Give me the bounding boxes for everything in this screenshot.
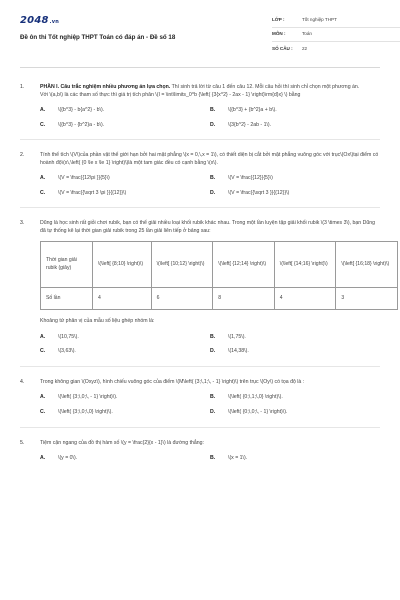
exam-meta-box xyxy=(272,14,400,56)
table-row xyxy=(41,288,398,310)
question-2 xyxy=(20,152,380,197)
option-c[interactable] xyxy=(40,348,210,356)
frequency-table xyxy=(40,241,398,310)
question-subtext: Khoảng tứ phân vị của mẫu số liệu ghép nhóm là: xyxy=(40,318,155,325)
meta-key: LỚP : xyxy=(272,17,285,23)
table-cell: 4 xyxy=(93,288,152,310)
table-cell: \(\left[ {8;10} \right)\) xyxy=(93,242,152,288)
answer-options xyxy=(40,334,380,356)
option-letter: D. xyxy=(210,121,216,128)
exam-title: Đề ôn thi Tốt nghiệp THPT Toán có đáp án - Đề số 18 xyxy=(20,34,176,41)
question-number: 3. xyxy=(20,220,25,227)
table-cell: 6 xyxy=(151,288,213,310)
option-text: \(V = \frac{{12}}{5}\) xyxy=(228,175,273,182)
option-text: \(1,75\). xyxy=(228,333,246,340)
question-number: 2. xyxy=(20,152,25,159)
table-cell: \(\left[ {10;12} \right)\) xyxy=(151,242,213,288)
option-d[interactable] xyxy=(210,409,380,417)
answer-options xyxy=(40,455,380,463)
question-divider xyxy=(20,366,380,367)
question-divider xyxy=(20,139,380,140)
option-a[interactable] xyxy=(40,455,210,463)
option-d[interactable] xyxy=(210,348,380,356)
answer-options xyxy=(40,175,380,197)
option-b[interactable] xyxy=(210,175,380,183)
option-text: \(\left( {3;\,0;\,0} \right)\). xyxy=(58,408,113,415)
option-letter: A. xyxy=(40,455,46,462)
option-b[interactable] xyxy=(210,455,380,463)
question-1 xyxy=(20,84,380,129)
meta-row-class xyxy=(272,14,400,28)
table-cell: \(\left[ {16;18} \right)\) xyxy=(336,242,398,288)
answer-options xyxy=(40,394,380,416)
table-cell: 8 xyxy=(213,288,275,310)
option-letter: B. xyxy=(210,394,216,401)
question-number: 1. xyxy=(20,84,25,90)
table-cell: Thời gian giải rubik (giây) xyxy=(41,242,93,288)
table-cell: 4 xyxy=(274,288,336,310)
option-text: \(V = \frac{{\sqrt 3 }}{{12}}\) xyxy=(228,189,290,196)
question-text: Tính thể tích \(V\)của phần vật thể giới hạn bởi hai mặt phẳng \(x = 0,\,x = 1\), có thiết diện bị cắt bởi mặt phẳng vuông góc với trục\(Ox\)tại điểm có hoành độ\(x\,\left( {0 \le x \le 1} \right)\)là một tam giác đều có cạnh bằng \(x\). xyxy=(40,152,379,166)
option-text: \(3{b^2} - 2ab - 1\). xyxy=(228,121,272,128)
option-a[interactable] xyxy=(40,175,210,183)
table-cell: Số lần xyxy=(41,288,93,310)
option-d[interactable] xyxy=(210,190,380,198)
meta-row-subject xyxy=(272,28,400,42)
meta-key: SỐ CÂU : xyxy=(272,45,293,51)
option-text: \(\left( {0;\,1;\,0} \right)\). xyxy=(228,394,283,401)
page-header xyxy=(20,14,380,68)
question-divider xyxy=(20,427,380,428)
option-text: \(\left( {0;\,0;\, - 1} \right)\). xyxy=(228,408,288,415)
option-a[interactable] xyxy=(40,394,210,402)
option-letter: B. xyxy=(210,455,216,462)
option-letter: A. xyxy=(40,333,46,340)
option-letter: A. xyxy=(40,107,46,114)
question-text: Dũng là học sinh rất giỏi chơi rubik, bạn có thể giải nhiều loại khối rubik khác nhau. Trong một lần luyện tập giải khối rubik \(3 \times 3\), bạn Dũng đã tự thống kê lại thời gian giải rubik trong 25 lần giải liên tiếp ở bảng sau: xyxy=(40,220,376,234)
option-letter: D. xyxy=(210,348,216,355)
question-number: 4. xyxy=(20,378,25,385)
meta-value: Toán xyxy=(302,31,312,37)
option-letter: B. xyxy=(210,175,216,182)
table-cell: 3 xyxy=(336,288,398,310)
option-letter: C. xyxy=(40,121,46,128)
option-text: \(y = 0\). xyxy=(58,455,78,462)
option-text: \(3,63\). xyxy=(58,348,76,355)
question-text xyxy=(40,84,380,92)
section-instructions: Thí sinh trả lời từ câu 1 đến câu 12. Mỗi câu hỏi thí sinh chỉ chọn một phương án. xyxy=(170,84,360,90)
answer-options xyxy=(40,107,380,129)
option-text: \({b^3} - {b^2}a - b\). xyxy=(58,121,105,128)
option-c[interactable] xyxy=(40,409,210,417)
option-b[interactable] xyxy=(210,107,380,115)
option-text: \(10,75\). xyxy=(58,333,79,340)
section-heading: PHẦN I. Câu trắc nghiệm nhiều phương án lựa chọn. xyxy=(40,84,171,90)
question-text: Tiệm cận ngang của đồ thị hàm số \(y = \frac{2}{x - 1}\) là đường thẳng: xyxy=(40,439,204,446)
question-5 xyxy=(20,440,380,463)
option-text: \(x = 1\). xyxy=(228,455,248,462)
meta-value: Tốt nghiệp THPT xyxy=(302,17,337,23)
question-number: 5. xyxy=(20,439,25,446)
option-c[interactable] xyxy=(40,122,210,130)
option-letter: B. xyxy=(210,107,216,114)
option-letter: A. xyxy=(40,175,46,182)
table-row xyxy=(41,242,398,288)
option-letter: C. xyxy=(40,408,46,415)
option-letter: D. xyxy=(210,189,216,196)
option-letter: B. xyxy=(210,333,216,340)
option-a[interactable] xyxy=(40,334,210,342)
option-text: \({b^3} + {b^2}a + b\). xyxy=(228,107,277,114)
logo-main: 2048 xyxy=(20,15,49,26)
option-text: \(V = \frac{{\sqrt 3 \pi }}{{12}}\) xyxy=(58,189,127,196)
table-cell: \(\left[ {12;14} \right)\) xyxy=(213,242,275,288)
question-divider xyxy=(20,207,380,208)
option-letter: D. xyxy=(210,408,216,415)
option-a[interactable] xyxy=(40,107,210,115)
option-b[interactable] xyxy=(210,394,380,402)
meta-value: 22 xyxy=(302,45,308,51)
option-text: \(14,38\). xyxy=(228,348,249,355)
option-text: \(\left( {3;\,0;\, - 1} \right)\). xyxy=(58,394,118,401)
option-c[interactable] xyxy=(40,190,210,198)
option-letter: C. xyxy=(40,348,46,355)
logo-suffix: .vn xyxy=(49,19,59,25)
question-3 xyxy=(20,220,390,356)
site-logo[interactable] xyxy=(20,14,59,29)
meta-row-question-count xyxy=(272,42,400,56)
option-letter: A. xyxy=(40,394,46,401)
meta-key: MÔN : xyxy=(272,31,286,37)
table-cell: \(\left[ {14;16} \right)\) xyxy=(274,242,336,288)
option-letter: C. xyxy=(40,189,46,196)
option-text: \({b^3} - b{a^2} - b\). xyxy=(58,107,105,114)
option-b[interactable] xyxy=(210,334,380,342)
option-d[interactable] xyxy=(210,122,380,130)
question-4 xyxy=(20,379,380,417)
option-text: \(V = \frac{{12\pi }}{5}\) xyxy=(58,175,110,182)
question-stem: Với \(a,b\) là các tham số thực thì giá trị tích phân \(I = \int\limits_0^b {\left( {3{x^2} - 2ax - 1} \right)\rm{d}x} \) bằng xyxy=(40,91,301,98)
question-text: Trong không gian \(Oxyz\), hình chiếu vuông góc của điểm \(M\left( {3;\,1;\, - 1} \right)\) trên trục \(Oy\) có tọa độ là : xyxy=(40,378,305,385)
